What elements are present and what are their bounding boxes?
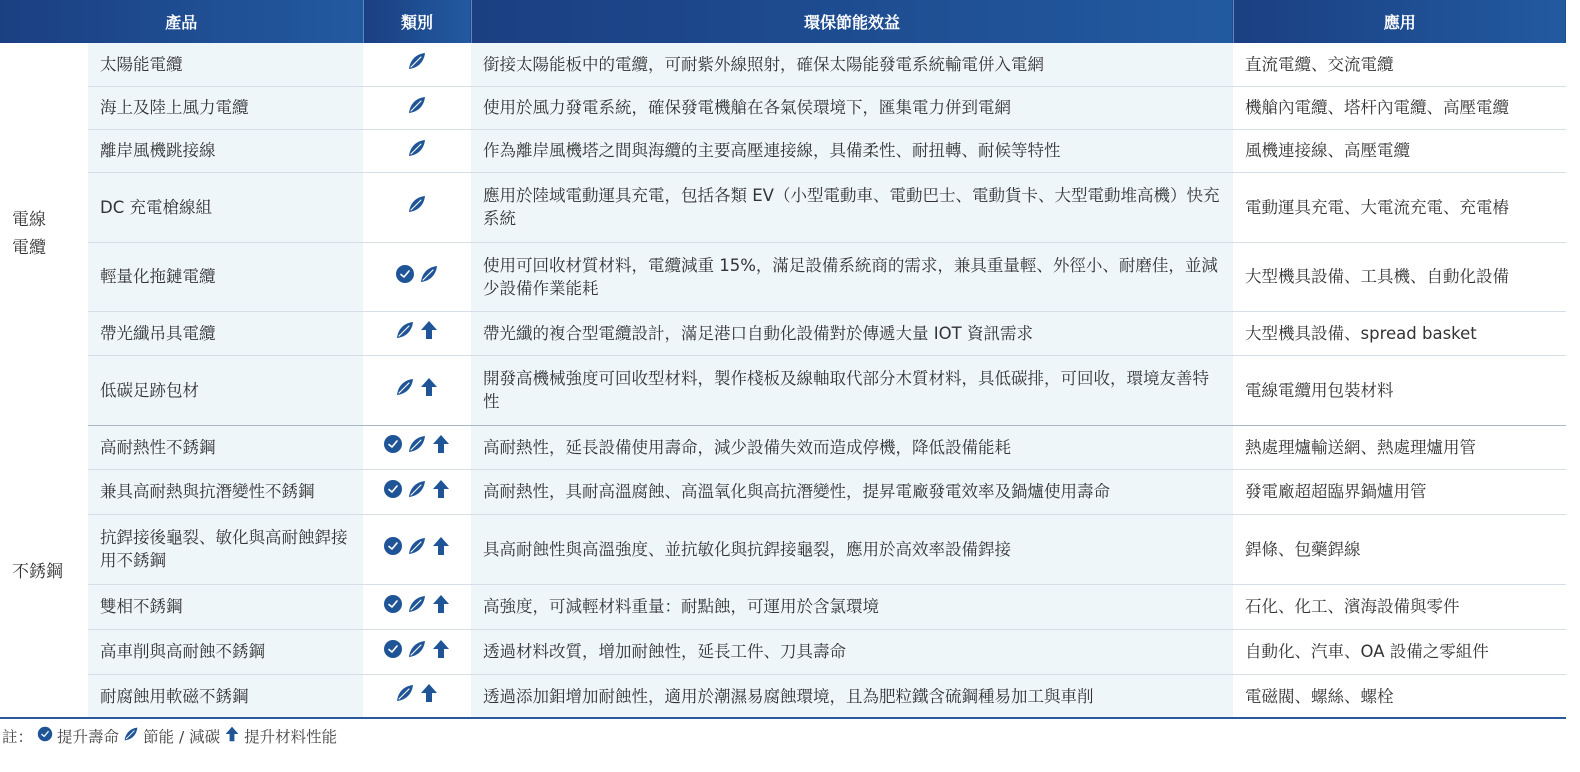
leaf-icon xyxy=(407,95,427,121)
up-arrow-icon xyxy=(419,683,439,709)
up-arrow-icon xyxy=(431,536,451,562)
table-row xyxy=(0,355,1566,425)
header-benefit: 環保節能效益 xyxy=(471,0,1233,43)
benefit-cell: 高耐熱性，延長設備使用壽命，減少設備失效而造成停機，降低設備能耗 xyxy=(471,425,1233,469)
legend-leaf-label: 節能 / 減碳 xyxy=(143,728,221,746)
product-cell: 高車削與高耐蝕不銹鋼 xyxy=(88,629,363,674)
clock-icon xyxy=(37,726,53,746)
header-product: 產品 xyxy=(0,0,363,43)
table-row xyxy=(0,469,1566,514)
table-row xyxy=(0,425,1566,469)
application-cell: 熱處理爐輸送網、熱處理爐用管 xyxy=(1233,425,1566,469)
product-cell: 兼具高耐熱與抗潛變性不銹鋼 xyxy=(88,469,363,514)
product-cell: 海上及陸上風力電纜 xyxy=(88,86,363,129)
application-cell: 電磁閥、螺絲、螺栓 xyxy=(1233,674,1566,718)
benefit-cell: 透過材料改質，增加耐蝕性，延長工件、刀具壽命 xyxy=(471,629,1233,674)
product-cell: 輕量化拖鏈電纜 xyxy=(88,242,363,311)
product-cell: 耐腐蝕用軟磁不銹鋼 xyxy=(88,674,363,718)
product-cell: 太陽能電纜 xyxy=(88,43,363,86)
application-cell: 自動化、汽車、OA 設備之零組件 xyxy=(1233,629,1566,674)
leaf-icon xyxy=(407,594,427,620)
product-cell: 抗銲接後龜裂、敏化與高耐蝕銲接用不銹鋼 xyxy=(88,514,363,584)
leaf-icon xyxy=(395,377,415,403)
table-row xyxy=(0,674,1566,718)
application-cell: 大型機具設備、工具機、自動化設備 xyxy=(1233,242,1566,311)
benefit-cell: 使用於風力發電系統，確保發電機艙在各氣侯環境下，匯集電力併到電網 xyxy=(471,86,1233,129)
up-arrow-icon xyxy=(431,434,451,460)
up-arrow-icon xyxy=(431,639,451,665)
table-header-row xyxy=(0,0,1566,43)
leaf-icon xyxy=(407,138,427,164)
benefit-cell: 高強度，可減輕材料重量：耐點蝕，可運用於含氯環境 xyxy=(471,584,1233,629)
category-cell xyxy=(363,86,471,129)
product-cell: 低碳足跡包材 xyxy=(88,355,363,425)
product-cell: 高耐熱性不銹鋼 xyxy=(88,425,363,469)
clock-icon xyxy=(383,479,403,505)
leaf-icon xyxy=(407,194,427,220)
table-row xyxy=(0,311,1566,355)
group-label: 不銹鋼 xyxy=(0,425,88,718)
header-category: 類別 xyxy=(363,0,471,43)
category-cell xyxy=(363,355,471,425)
benefit-cell: 透過添加鉬增加耐蝕性，適用於潮濕易腐蝕環境，且為肥粒鐵含硫鋼種易加工與車削 xyxy=(471,674,1233,718)
benefit-cell: 應用於陸域電動運具充電，包括各類 EV（小型電動車、電動巴士、電動貨卡、大型電動堆高機）快充系統 xyxy=(471,172,1233,242)
benefit-cell: 帶光纖的複合型電纜設計，滿足港口自動化設備對於傳遞大量 IOT 資訊需求 xyxy=(471,311,1233,355)
table-row xyxy=(0,43,1566,86)
product-cell: 雙相不銹鋼 xyxy=(88,584,363,629)
leaf-icon xyxy=(123,726,139,746)
category-cell xyxy=(363,311,471,355)
application-cell: 電線電纜用包裝材料 xyxy=(1233,355,1566,425)
table-bottom-rule xyxy=(0,717,1566,719)
clock-icon xyxy=(383,594,403,620)
application-cell: 機艙內電纜、塔杆內電纜、高壓電纜 xyxy=(1233,86,1566,129)
table-row xyxy=(0,172,1566,242)
benefit-cell: 具高耐蝕性與高溫強度、並抗敏化與抗銲接龜裂，應用於高效率設備銲接 xyxy=(471,514,1233,584)
category-cell xyxy=(363,674,471,718)
clock-icon xyxy=(383,639,403,665)
up-arrow-icon xyxy=(224,726,240,746)
application-cell: 直流電纜、交流電纜 xyxy=(1233,43,1566,86)
up-arrow-icon xyxy=(419,377,439,403)
up-arrow-icon xyxy=(419,320,439,346)
application-cell: 銲條、包藥銲線 xyxy=(1233,514,1566,584)
application-cell: 大型機具設備、spread basket xyxy=(1233,311,1566,355)
leaf-icon xyxy=(407,434,427,460)
table-row xyxy=(0,242,1566,311)
category-cell xyxy=(363,584,471,629)
table-row xyxy=(0,629,1566,674)
category-cell xyxy=(363,425,471,469)
leaf-icon xyxy=(419,264,439,290)
legend-arrow-label: 提升材料性能 xyxy=(244,728,338,746)
header-application: 應用 xyxy=(1233,0,1566,43)
leaf-icon xyxy=(407,51,427,77)
leaf-icon xyxy=(407,536,427,562)
category-cell xyxy=(363,43,471,86)
application-cell: 石化、化工、濱海設備與零件 xyxy=(1233,584,1566,629)
clock-icon xyxy=(395,264,415,290)
category-cell xyxy=(363,129,471,172)
up-arrow-icon xyxy=(431,479,451,505)
leaf-icon xyxy=(395,683,415,709)
application-cell: 電動運具充電、大電流充電、充電樁 xyxy=(1233,172,1566,242)
application-cell: 風機連接線、高壓電纜 xyxy=(1233,129,1566,172)
legend xyxy=(2,725,337,747)
category-cell xyxy=(363,514,471,584)
benefit-cell: 使用可回收材質材料，電纜減重 15%，滿足設備系統商的需求，兼具重量輕、外徑小、耐磨佳，並減少設備作業能耗 xyxy=(471,242,1233,311)
leaf-icon xyxy=(395,320,415,346)
up-arrow-icon xyxy=(431,594,451,620)
product-cell: 離岸風機跳接線 xyxy=(88,129,363,172)
benefit-cell: 作為離岸風機塔之間與海纜的主要高壓連接線，具備柔性、耐扭轉、耐候等特性 xyxy=(471,129,1233,172)
benefit-cell: 開發高機械強度可回收型材料，製作棧板及線軸取代部分木質材料，具低碳排，可回收，環境友善特性 xyxy=(471,355,1233,425)
clock-icon xyxy=(383,536,403,562)
product-cell: 帶光纖吊具電纜 xyxy=(88,311,363,355)
legend-clock-label: 提升壽命 xyxy=(57,728,120,746)
product-cell: DC 充電槍線組 xyxy=(88,172,363,242)
benefit-cell: 銜接太陽能板中的電纜，可耐紫外線照射，確保太陽能發電系統輸電併入電網 xyxy=(471,43,1233,86)
application-cell: 發電廠超超臨界鍋爐用管 xyxy=(1233,469,1566,514)
category-cell xyxy=(363,242,471,311)
benefit-cell: 高耐熱性，具耐高溫腐蝕、高溫氧化與高抗潛變性，提昇電廠發電效率及鍋爐使用壽命 xyxy=(471,469,1233,514)
category-cell xyxy=(363,629,471,674)
category-cell xyxy=(363,172,471,242)
table-row xyxy=(0,514,1566,584)
clock-icon xyxy=(383,434,403,460)
category-cell xyxy=(363,469,471,514)
table-row xyxy=(0,584,1566,629)
legend-prefix: 註： xyxy=(2,728,34,746)
table-row xyxy=(0,129,1566,172)
leaf-icon xyxy=(407,639,427,665)
table-row xyxy=(0,86,1566,129)
leaf-icon xyxy=(407,479,427,505)
group-label: 電線 電纜 xyxy=(0,43,88,425)
